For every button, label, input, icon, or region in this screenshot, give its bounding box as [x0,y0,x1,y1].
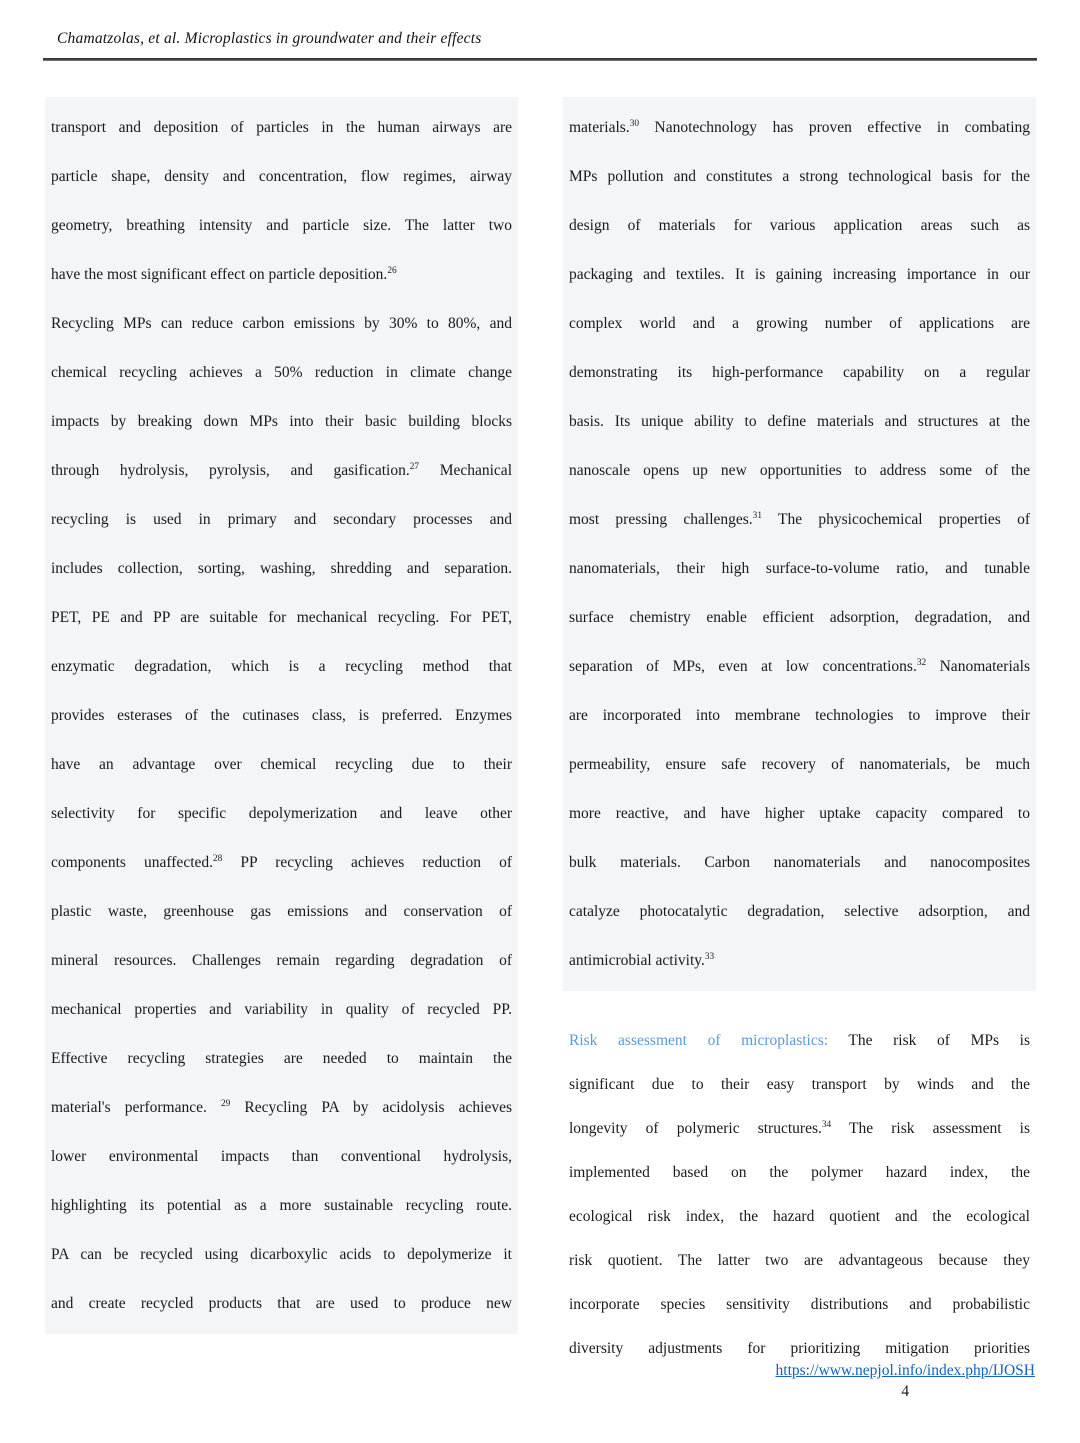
text-segment: nanoscale opens up new opportunities to address some of the [569,462,1030,479]
text-segment: implemented based on the polymer hazard index, the [569,1164,1030,1181]
text-line [51,985,512,1034]
text-segment: geometry, breathing intensity and particle size. The latter two [51,217,512,234]
text-segment: complex world and a growing number of applications are [569,315,1030,332]
text-line [569,740,1030,789]
text-segment: The risk of MPs is [848,1032,1030,1049]
text-line [569,1107,1030,1151]
citation-ref: 28 [213,853,223,864]
journal-link[interactable]: https://www.nepjol.info/index.php/IJOSH [775,1362,1035,1379]
text-segment: permeability, ensure safe recovery of nanomaterials, be much [569,756,1030,773]
text-segment: are incorporated into membrane technologies to improve their [569,707,1030,724]
citation-ref: 29 [220,1098,231,1109]
text-line [569,1283,1030,1327]
text-segment: catalyze photocatalytic degradation, selective adsorption, and [569,903,1030,920]
text-segment: chemical recycling achieves a 50% reduction in climate change [51,364,512,381]
text-segment: Recycling PA by acidolysis achieves [230,1099,512,1116]
text-line [51,348,512,397]
text-line [51,397,512,446]
text-line [51,593,512,642]
text-line [569,936,1030,985]
text-segment: The physicochemical properties of [761,511,1030,528]
text-line [51,152,512,201]
running-head: Chamatzolas, et al. Microplastics in groundwater and their effects [57,30,482,47]
text-line [51,299,512,348]
text-line [51,1279,512,1328]
text-line [569,1063,1030,1107]
text-segment: The risk assessment is [831,1120,1030,1137]
text-segment: surface chemistry enable efficient adsorption, degradation, and [569,609,1030,626]
text-line [51,936,512,985]
text-segment: transport and deposition of particles in the human airways are [51,119,512,136]
text-line [51,250,512,299]
text-segment: separation of MPs, even at low concentrations. [569,658,917,675]
text-line [569,887,1030,936]
text-segment: demonstrating its high-performance capability on a regular [569,364,1030,381]
text-line [569,1195,1030,1239]
page-footer [776,1362,1035,1401]
text-segment: mechanical properties and variability in quality of recycled PP. [51,1001,512,1018]
text-line [51,789,512,838]
highlighted-text-block [45,97,518,1334]
text-line [51,691,512,740]
citation-ref: 26 [387,265,397,276]
text-line [569,1019,1030,1063]
text-segment: includes collection, sorting, washing, shredding and separation. [51,560,512,577]
text-line [569,838,1030,887]
text-segment: risk quotient. The latter two are advantageous because they [569,1252,1030,1269]
text-segment: selectivity for specific depolymerization and leave other [51,805,512,822]
inline-subheading: Risk assessment of microplastics: [569,1032,849,1049]
text-line [569,103,1030,152]
text-line [51,446,512,495]
text-segment: lower environmental impacts than conventional hydrolysis, [51,1148,512,1165]
text-line [51,887,512,936]
text-line [569,1239,1030,1283]
text-segment: antimicrobial activity. [569,952,705,969]
text-line [51,544,512,593]
text-segment: have the most significant effect on particle deposition. [51,266,388,283]
text-segment: bulk materials. Carbon nanomaterials and nanocomposites [569,854,1030,871]
citation-ref: 31 [752,510,762,521]
text-line [51,1132,512,1181]
text-segment: material's performance. [51,1099,221,1116]
text-segment: most pressing challenges. [569,511,753,528]
citation-ref: 33 [704,951,715,962]
header-rule [43,58,1037,61]
text-line [51,103,512,152]
text-line [569,789,1030,838]
text-segment: PA can be recycled using dicarboxylic acids to depolymerize it [51,1246,512,1263]
text-line [569,593,1030,642]
citation-ref: 32 [916,657,927,668]
text-block [563,1013,1036,1377]
text-line [51,1083,512,1132]
text-segment: significant due to their easy transport by winds and the [569,1076,1030,1093]
text-line [51,838,512,887]
text-segment: more reactive, and have higher uptake capacity compared to [569,805,1030,822]
text-line [569,1151,1030,1195]
highlighted-text-block [563,97,1036,991]
text-line [51,642,512,691]
text-line [51,740,512,789]
text-segment: through hydrolysis, pyrolysis, and gasification. [51,462,410,479]
text-line [569,152,1030,201]
text-segment: components unaffected. [51,854,214,871]
text-segment: basis. Its unique ability to define materials and structures at the [569,413,1030,430]
text-segment: Effective recycling strategies are needed to maintain the [51,1050,512,1067]
text-segment: Mechanical [419,462,512,479]
text-segment: enzymatic degradation, which is a recycling method that [51,658,512,675]
text-line [51,1181,512,1230]
text-line [569,544,1030,593]
text-segment: nanomaterials, their high surface-to-volume ratio, and tunable [569,560,1030,577]
text-segment: plastic waste, greenhouse gas emissions and conservation of [51,903,512,920]
text-line [569,299,1030,348]
text-segment: impacts by breaking down MPs into their basic building blocks [51,413,512,430]
text-segment: ecological risk index, the hazard quotient and the ecological [569,1208,1030,1225]
text-segment: mineral resources. Challenges remain regarding degradation of [51,952,512,969]
text-segment: diversity adjustments for prioritizing mitigation priorities [569,1340,1030,1357]
text-line [569,348,1030,397]
text-line [51,1230,512,1279]
text-segment: and create recycled products that are used to produce new [51,1295,512,1312]
text-segment: PET, PE and PP are suitable for mechanical recycling. For PET, [51,609,512,626]
text-line [569,201,1030,250]
text-segment: have an advantage over chemical recycling due to their [51,756,512,773]
left-column [45,97,518,1334]
text-segment: design of materials for various application areas such as [569,217,1030,234]
text-segment: Nanomaterials [926,658,1030,675]
right-column [563,97,1036,1377]
text-segment: MPs pollution and constitutes a strong technological basis for the [569,168,1030,185]
page-number: 4 [901,1383,910,1400]
text-line [569,397,1030,446]
text-line [569,642,1030,691]
text-segment: packaging and textiles. It is gaining increasing importance in our [569,266,1030,283]
text-segment: incorporate species sensitivity distributions and probabilistic [569,1296,1030,1313]
text-line [569,495,1030,544]
text-line [569,691,1030,740]
citation-ref: 30 [629,118,639,129]
text-segment: PP recycling achieves reduction of [222,854,512,871]
citation-ref: 27 [409,461,420,472]
text-segment: Recycling MPs can reduce carbon emissions by 30% to 80%, and [51,315,512,332]
text-segment: materials. [569,119,630,136]
text-line [51,495,512,544]
text-segment: highlighting its potential as a more sustainable recycling route. [51,1197,512,1214]
text-segment: recycling is used in primary and secondary processes and [51,511,512,528]
text-segment: provides esterases of the cutinases class, is preferred. Enzymes [51,707,512,724]
citation-ref: 34 [821,1119,832,1130]
text-line [569,446,1030,495]
text-segment: Nanotechnology has proven effective in combating [638,119,1030,136]
text-line [51,201,512,250]
text-segment: longevity of polymeric structures. [569,1120,822,1137]
text-segment: particle shape, density and concentration, flow regimes, airway [51,168,512,185]
text-line [569,250,1030,299]
text-line [51,1034,512,1083]
